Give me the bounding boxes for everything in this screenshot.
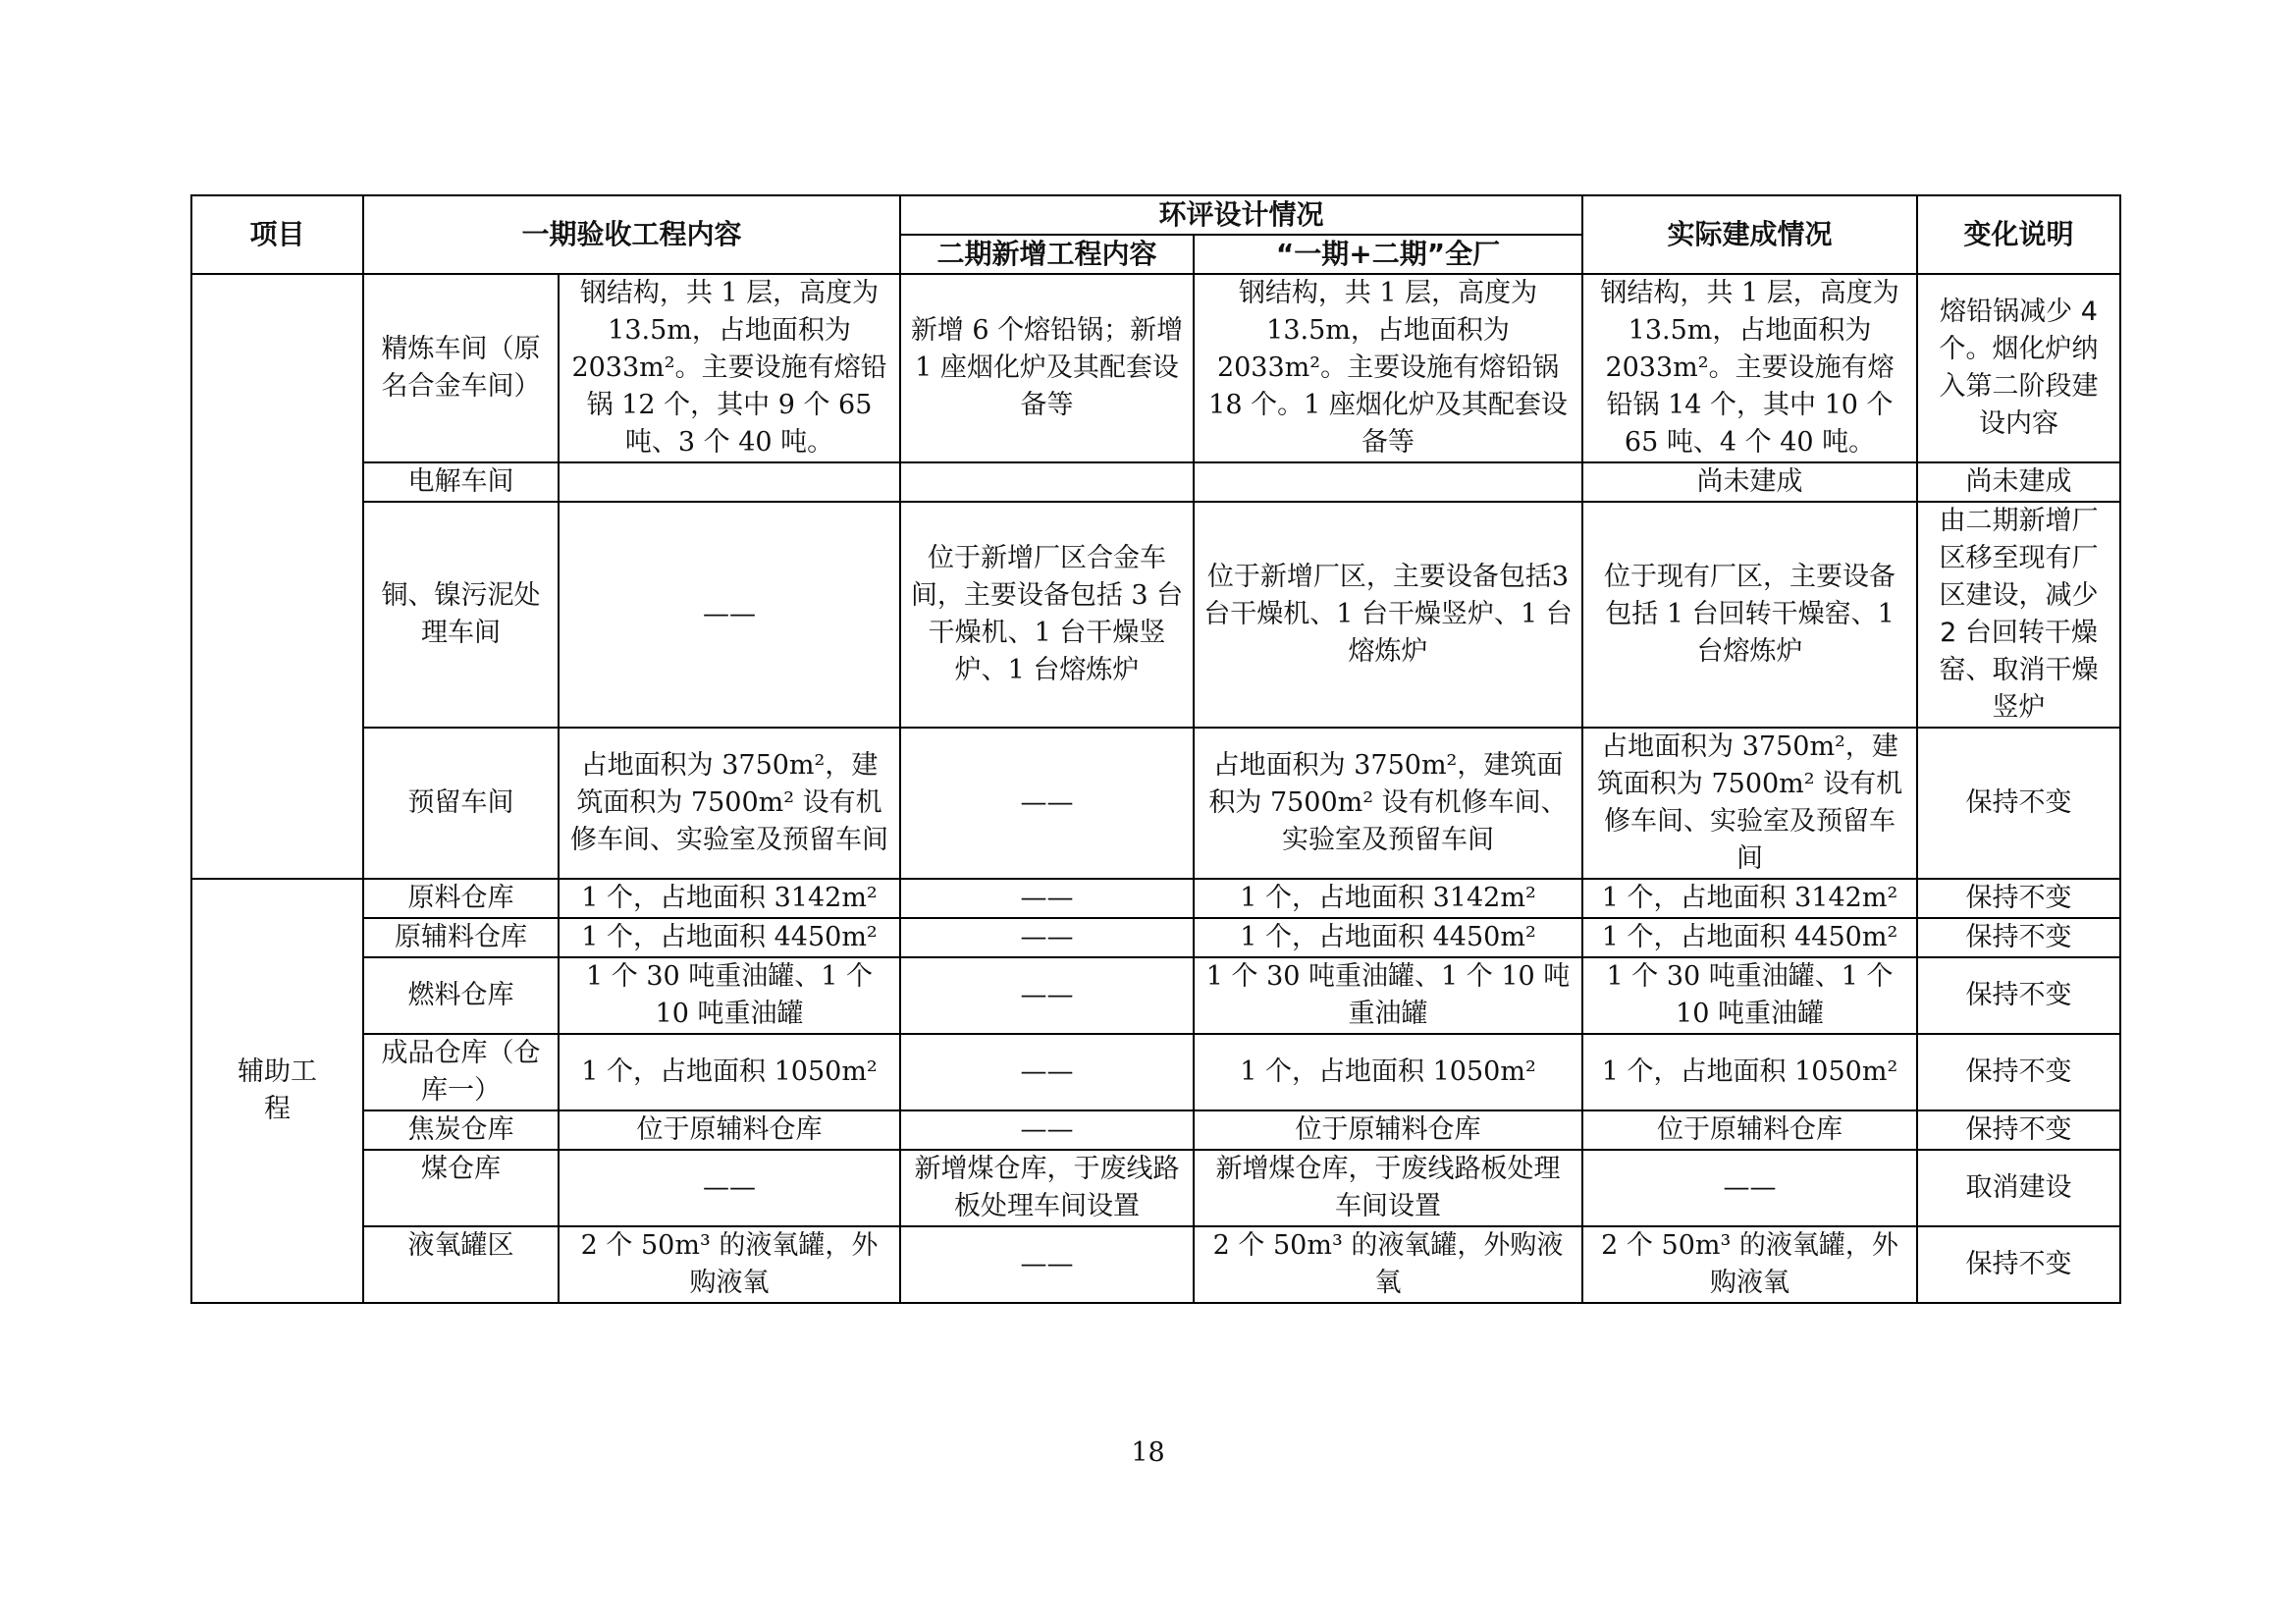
row-change: 保持不变	[1917, 879, 2120, 918]
row-name: 液氧罐区	[363, 1226, 559, 1303]
table-row	[191, 957, 2120, 1034]
row-phase2: ——	[900, 879, 1194, 918]
row-actual: 钢结构，共 1 层，高度为 13.5m，占地面积为 2033m²。主要设施有熔铅锅 14 个，其中 10 个 65 吨、4 个 40 吨。	[1582, 274, 1917, 462]
row-change: 尚未建成	[1917, 462, 2120, 502]
table-row	[191, 1034, 2120, 1110]
row-change: 保持不变	[1917, 1110, 2120, 1150]
row-name: 铜、镍污泥处理车间	[363, 502, 559, 728]
header-phase2-new: 二期新增工程内容	[900, 235, 1194, 274]
row-change: 保持不变	[1917, 728, 2120, 879]
row-whole: 1 个，占地面积 1050m²	[1194, 1034, 1582, 1110]
row-name: 燃料仓库	[363, 957, 559, 1034]
row-whole: 位于原辅料仓库	[1194, 1110, 1582, 1150]
row-actual: 2 个 50m³ 的液氧罐，外购液氧	[1582, 1226, 1917, 1303]
table-row	[191, 918, 2120, 957]
row-name: 原料仓库	[363, 879, 559, 918]
row-name: 煤仓库	[363, 1150, 559, 1226]
row-name: 焦炭仓库	[363, 1110, 559, 1150]
row-phase2: ——	[900, 957, 1194, 1034]
row-phase1: ——	[559, 502, 900, 728]
row-phase2: ——	[900, 728, 1194, 879]
row-whole: 新增煤仓库，于废线路板处理车间设置	[1194, 1150, 1582, 1226]
page-number: 18	[1131, 1437, 1165, 1468]
row-actual: 占地面积为 3750m²，建筑面积为 7500m² 设有机修车间、实验室及预留车间	[1582, 728, 1917, 879]
row-whole: 1 个 30 吨重油罐、1 个 10 吨重油罐	[1194, 957, 1582, 1034]
row-whole: 钢结构，共 1 层，高度为 13.5m，占地面积为 2033m²。主要设施有熔铅锅 18 个。1 座烟化炉及其配套设备等	[1194, 274, 1582, 462]
header-whole-plant: “一期+二期”全厂	[1194, 235, 1582, 274]
row-change: 取消建设	[1917, 1150, 2120, 1226]
header-phase1: 一期验收工程内容	[363, 195, 900, 274]
group-label-auxiliary: 辅助工程	[191, 879, 363, 1303]
row-name: 精炼车间（原名合金车间）	[363, 274, 559, 462]
row-whole: 2 个 50m³ 的液氧罐，外购液氧	[1194, 1226, 1582, 1303]
row-actual: 尚未建成	[1582, 462, 1917, 502]
row-change: 保持不变	[1917, 957, 2120, 1034]
row-whole	[1194, 462, 1582, 502]
row-actual: 1 个，占地面积 3142m²	[1582, 879, 1917, 918]
row-actual: 位于原辅料仓库	[1582, 1110, 1917, 1150]
row-phase1	[559, 462, 900, 502]
row-phase2: ——	[900, 918, 1194, 957]
table-row	[191, 274, 2120, 462]
row-phase1: 1 个 30 吨重油罐、1 个 10 吨重油罐	[559, 957, 900, 1034]
table-row	[191, 1226, 2120, 1303]
group-cell-empty	[191, 274, 363, 879]
row-change: 保持不变	[1917, 1226, 2120, 1303]
row-phase2: 新增煤仓库，于废线路板处理车间设置	[900, 1150, 1194, 1226]
row-name: 电解车间	[363, 462, 559, 502]
table-row	[191, 1110, 2120, 1150]
table-row	[191, 462, 2120, 502]
header-actual: 实际建成情况	[1582, 195, 1917, 274]
row-actual: ——	[1582, 1150, 1917, 1226]
header-change: 变化说明	[1917, 195, 2120, 274]
row-phase2: ——	[900, 1034, 1194, 1110]
row-phase2: 位于新增厂区合金车间，主要设备包括 3 台干燥机、1 台干燥竖炉、1 台熔炼炉	[900, 502, 1194, 728]
row-phase2: 新增 6 个熔铅锅；新增 1 座烟化炉及其配套设备等	[900, 274, 1194, 462]
row-phase1: ——	[559, 1150, 900, 1226]
row-phase1: 1 个，占地面积 3142m²	[559, 879, 900, 918]
row-actual: 1 个，占地面积 1050m²	[1582, 1034, 1917, 1110]
row-phase1: 占地面积为 3750m²，建筑面积为 7500m² 设有机修车间、实验室及预留车间	[559, 728, 900, 879]
row-phase1: 1 个，占地面积 1050m²	[559, 1034, 900, 1110]
row-whole: 位于新增厂区，主要设备包括3 台干燥机、1 台干燥竖炉、1 台熔炼炉	[1194, 502, 1582, 728]
table-row	[191, 879, 2120, 918]
row-whole: 1 个，占地面积 3142m²	[1194, 879, 1582, 918]
row-change: 保持不变	[1917, 918, 2120, 957]
row-phase1: 1 个，占地面积 4450m²	[559, 918, 900, 957]
header-eia: 环评设计情况	[900, 195, 1582, 235]
row-phase2: ——	[900, 1226, 1194, 1303]
row-change: 保持不变	[1917, 1034, 2120, 1110]
table-row	[191, 728, 2120, 879]
table-row	[191, 502, 2120, 728]
row-actual: 1 个 30 吨重油罐、1 个 10 吨重油罐	[1582, 957, 1917, 1034]
table-row	[191, 1150, 2120, 1226]
row-whole: 占地面积为 3750m²，建筑面积为 7500m² 设有机修车间、实验室及预留车间	[1194, 728, 1582, 879]
row-change: 熔铅锅减少 4 个。烟化炉纳入第二阶段建设内容	[1917, 274, 2120, 462]
row-actual: 1 个，占地面积 4450m²	[1582, 918, 1917, 957]
row-phase1: 位于原辅料仓库	[559, 1110, 900, 1150]
row-whole: 1 个，占地面积 4450m²	[1194, 918, 1582, 957]
row-phase2: ——	[900, 1110, 1194, 1150]
row-name: 成品仓库（仓库一）	[363, 1034, 559, 1110]
row-name: 预留车间	[363, 728, 559, 879]
row-change: 由二期新增厂区移至现有厂区建设，减少 2 台回转干燥窑、取消干燥竖炉	[1917, 502, 2120, 728]
row-phase2	[900, 462, 1194, 502]
project-comparison-table	[190, 194, 2121, 1304]
row-actual: 位于现有厂区，主要设备包括 1 台回转干燥窑、1 台熔炼炉	[1582, 502, 1917, 728]
row-phase1: 2 个 50m³ 的液氧罐，外购液氧	[559, 1226, 900, 1303]
row-name: 原辅料仓库	[363, 918, 559, 957]
row-phase1: 钢结构，共 1 层，高度为 13.5m，占地面积为 2033m²。主要设施有熔铅锅 12 个，其中 9 个 65 吨、3 个 40 吨。	[559, 274, 900, 462]
header-item: 项目	[191, 195, 363, 274]
